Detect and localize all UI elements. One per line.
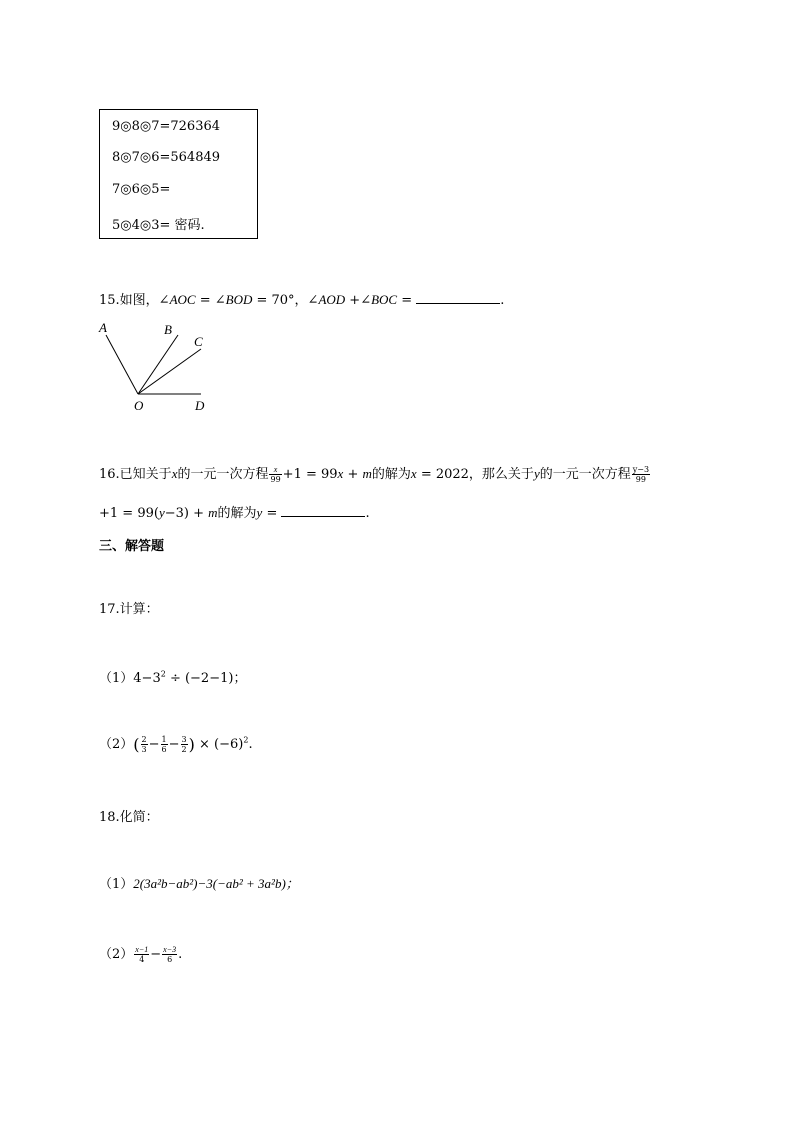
fraction-denominator: 6 bbox=[167, 955, 173, 964]
q15-boc: BOC bbox=[371, 292, 398, 307]
fraction-x-minus-1-over-4 bbox=[134, 945, 149, 964]
angle-figure bbox=[92, 318, 222, 418]
q16-text-6: = 2022，那么关于 bbox=[416, 467, 534, 482]
fraction-numerator: x−3 bbox=[163, 945, 177, 954]
operator-minus: − bbox=[148, 737, 160, 752]
q15-aoc: AOC bbox=[169, 292, 196, 307]
q16-text-7: 的一元一次方程 bbox=[539, 467, 631, 482]
fraction-numerator: y−3 bbox=[632, 465, 650, 474]
q16-text-3: +1 = 99 bbox=[282, 467, 338, 482]
fraction-y-minus-3-over-99 bbox=[632, 465, 650, 484]
q16-line2-text-d: = bbox=[262, 506, 278, 521]
q15-eq2: = 70°，∠ bbox=[252, 293, 319, 308]
cipher-line-2: 8◎7◎6=564849 bbox=[112, 150, 221, 165]
q16-text-5: 的解为 bbox=[371, 467, 411, 482]
expr-text-a: 4−3 bbox=[133, 671, 161, 686]
question-18-part-1 bbox=[99, 873, 299, 892]
q16-var-m1: m bbox=[362, 466, 372, 481]
cipher-line-3: 7◎6◎5= bbox=[112, 182, 171, 197]
label-d: D bbox=[195, 398, 205, 413]
q16-text-2: 的一元一次方程 bbox=[177, 467, 269, 482]
operator-minus: − bbox=[168, 737, 180, 752]
q16-var-y3: y bbox=[256, 505, 263, 520]
q15-end: . bbox=[500, 293, 505, 308]
fraction-denominator: 6 bbox=[161, 745, 167, 754]
question-17-title: 17.计算： bbox=[99, 602, 159, 617]
q16-line2-text-b: −3) + bbox=[164, 506, 209, 521]
q16-end: . bbox=[365, 506, 370, 521]
question-15 bbox=[99, 289, 504, 308]
ray-ob bbox=[138, 335, 178, 394]
ray-oa bbox=[106, 335, 138, 394]
fraction-numerator: 3 bbox=[181, 735, 187, 744]
fraction-denominator: 99 bbox=[635, 475, 646, 484]
part-label: （2） bbox=[99, 947, 134, 962]
part-label: （1） bbox=[99, 877, 134, 892]
expr-text-b: × (−6) bbox=[194, 737, 244, 752]
part-label: （2） bbox=[99, 737, 134, 752]
expr-end: . bbox=[248, 737, 253, 752]
paren-close: ) bbox=[188, 735, 195, 754]
q15-eq3: = bbox=[397, 293, 413, 308]
cipher-box bbox=[99, 109, 258, 239]
question-16-line-2 bbox=[99, 502, 370, 521]
q15-plus: +∠ bbox=[345, 293, 372, 308]
q16-var-x1: x bbox=[171, 466, 178, 481]
fraction-numerator: x−1 bbox=[135, 945, 149, 954]
fraction-numerator: 1 bbox=[161, 735, 167, 744]
fraction-denominator: 2 bbox=[181, 745, 187, 754]
fraction-numerator: x bbox=[269, 465, 281, 475]
part-label: （1） bbox=[99, 671, 134, 686]
question-18-title: 18.化简： bbox=[99, 810, 159, 825]
exponent: 2 bbox=[243, 735, 249, 745]
q16-var-x3: x bbox=[410, 466, 417, 481]
fraction-2-3 bbox=[141, 735, 148, 754]
cipher-line-4: 5◎4◎3= 密码. bbox=[112, 218, 205, 233]
question-17-part-1 bbox=[99, 667, 246, 686]
ray-oc bbox=[138, 349, 201, 394]
q15-bod: BOD bbox=[225, 292, 253, 307]
answer-blank-16 bbox=[281, 516, 365, 517]
question-17-part-2 bbox=[99, 733, 253, 754]
operator-minus: − bbox=[150, 947, 162, 962]
label-b: B bbox=[164, 322, 172, 337]
q16-line2-text-c: 的解为 bbox=[217, 506, 257, 521]
expr-text-b: ÷ (−2−1)； bbox=[165, 671, 247, 686]
fraction-denominator: 3 bbox=[141, 745, 147, 754]
fraction-1-6 bbox=[161, 735, 168, 754]
label-o: O bbox=[134, 398, 144, 413]
q16-var-y1: y bbox=[533, 466, 540, 481]
question-16-line-1 bbox=[99, 463, 651, 484]
q16-text-1: 16.已知关于 bbox=[99, 467, 172, 482]
q16-var-y2: y bbox=[158, 505, 165, 520]
paren-open: ( bbox=[133, 735, 140, 754]
fraction-denominator: 99 bbox=[270, 475, 281, 484]
cipher-line-1: 9◎8◎7=726364 bbox=[112, 119, 221, 134]
q15-eq1: = ∠ bbox=[195, 293, 226, 308]
fraction-denominator: 4 bbox=[139, 955, 145, 964]
q16-var-x2: x bbox=[337, 466, 344, 481]
q16-line2-text-a: +1 = 99( bbox=[99, 506, 159, 521]
q16-text-4: + bbox=[343, 467, 363, 482]
fraction-x-minus-3-over-6 bbox=[162, 945, 177, 964]
answer-blank-15 bbox=[416, 303, 500, 304]
q15-aod: AOD bbox=[318, 292, 346, 307]
fraction-3-2 bbox=[181, 735, 188, 754]
fraction-numerator: 2 bbox=[141, 735, 147, 744]
expr-text: 2(3a²b−ab²)−3(−ab² + 3a²b)； bbox=[133, 876, 299, 891]
q16-var-m2: m bbox=[208, 505, 218, 520]
label-c: C bbox=[194, 334, 203, 349]
q15-prefix: 15.如图，∠ bbox=[99, 293, 170, 308]
expr-end: . bbox=[178, 947, 183, 962]
exponent: 2 bbox=[160, 669, 166, 679]
section-heading: 三、解答题 bbox=[99, 539, 165, 554]
question-18-part-2 bbox=[99, 943, 182, 964]
fraction-x-over-99 bbox=[269, 465, 281, 484]
label-a: A bbox=[99, 320, 107, 335]
